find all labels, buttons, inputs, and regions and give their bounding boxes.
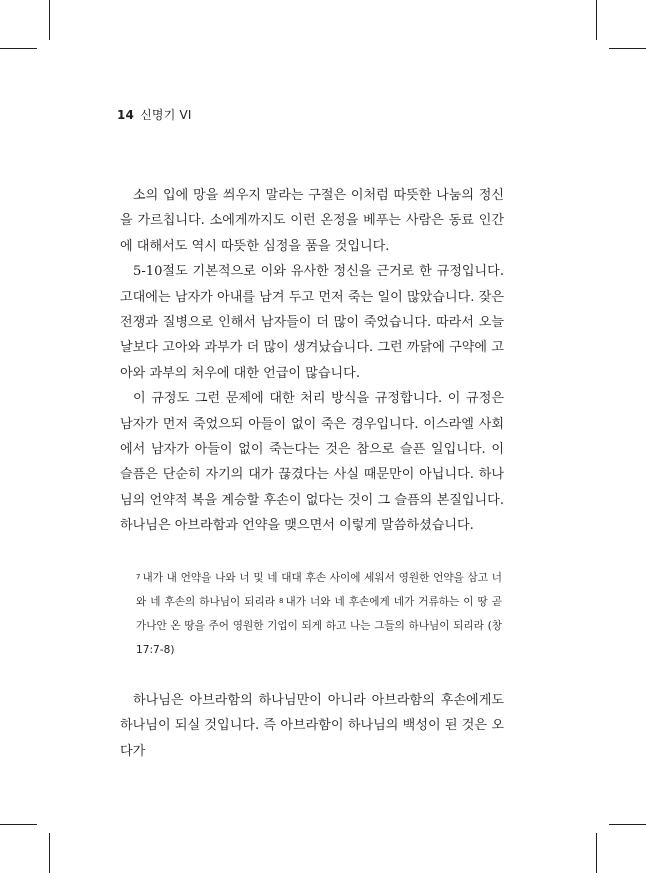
verse-number: 7 [136, 573, 141, 581]
paragraph: 5-10절도 기본적으로 이와 유사한 정신을 근거로 한 규정입니다. 고대에는 남자가 아내를 남겨 두고 먼저 죽는 일이 많았습니다. 잦은 전쟁과 질병으로 인해서 남자들이 더 많이 죽었습니다. 따라서 오늘날보다 고아와 과부가 더 많이 생겨났습니다. 그런 까닭에 구약에 고아와 과부의 처우에 대한 언급이 많습니다. [120, 264, 504, 381]
crop-mark-bottom-left-vertical [49, 833, 50, 873]
body-text-top [120, 183, 504, 539]
crop-mark-top-right-vertical [596, 0, 597, 40]
crop-mark-bottom-right-vertical [596, 833, 597, 873]
verse-text: 내가 너와 네 후손에게 네가 거류하는 이 땅 곧 가나안 온 땅을 주어 영원한 기업이 되게 하고 나는 그들의 하나님이 되리라 [136, 596, 502, 632]
verse-text: 내가 내 언약을 나와 너 및 네 대대 후손 사이에 세워서 영원한 언약을 삼고 너와 네 후손의 하나님이 되리라 [136, 572, 502, 608]
crop-mark-bottom-left-horizontal [0, 824, 37, 825]
crop-mark-bottom-right-horizontal [609, 824, 646, 825]
paragraph: 이 규정도 그런 문제에 대한 처리 방식을 규정합니다. 이 규정은 남자가 먼저 죽었으되 아들이 없이 죽은 경우입니다. 이스라엘 사회에서 남자가 아들이 없이 죽는다는 것은 참으로 슬픈 일입니다. 이 슬픔은 단순히 자기의 대가 끊겼다는 사실 때문만이 아닙니다. 하나님의 언약적 복을 계승할 후손이 없다는 것이 그 슬픔의 본질입니다. 하나님은 아브라함과 언약을 맺으면서 이렇게 말씀하셨습니다. [120, 391, 504, 534]
book-title: 신명기 VI [140, 108, 192, 122]
crop-mark-top-left-vertical [49, 0, 50, 40]
scripture-reference: (창 17:7-8) [136, 620, 502, 656]
crop-mark-top-right-horizontal [609, 48, 646, 49]
crop-mark-top-left-horizontal [0, 48, 37, 49]
scripture-quote [136, 566, 502, 662]
body-text-bottom [120, 688, 504, 764]
paragraph: 소의 입에 망을 씌우지 말라는 구절은 이처럼 따뜻한 나눔의 정신을 가르칩니다. 소에게까지도 이런 온정을 베푸는 사람은 동료 인간에 대해서도 역시 따뜻한 심정을 품을 것입니다. [120, 188, 504, 254]
running-head [117, 106, 192, 123]
paragraph: 하나님은 아브라함의 하나님만이 아니라 아브라함의 후손에게도 하나님이 되실 것입니다. 즉 아브라함이 하나님의 백성이 된 것은 오다가 [120, 693, 504, 759]
verse-number: 8 [279, 597, 284, 605]
page-number: 14 [117, 108, 135, 122]
